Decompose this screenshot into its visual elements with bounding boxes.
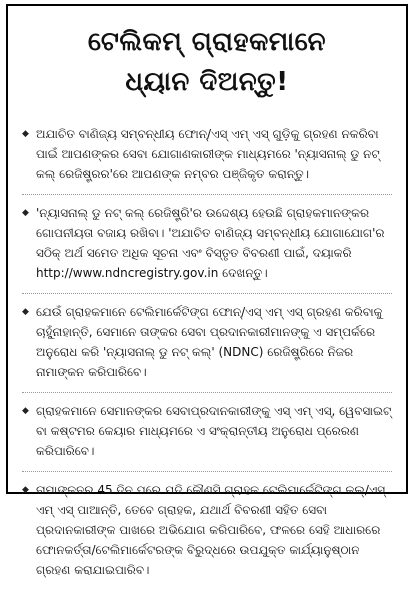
bullet-text: ଅଯାଚିତ ବାଣିଜ୍ୟ ସମ୍ବନ୍ଧୀୟ ଫୋନ୍/ଏସ୍ ଏମ୍ ଏସ୍ ଗୁଡ଼ିକୁ ଗ୍ରହଣ ନକରିବା ପାଇଁ ଆପଣଙ୍କର ସେବା ଯୋଗାଣକାରୀଙ୍କ ମାଧ୍ୟମରେ 'ନ୍ୟାସନାଲ୍ ଡୁ ନଟ୍ କଲ୍ ରେଜିଷ୍ଟ୍ରର'ରେ ଆପଣଙ୍କ ନମ୍ବର ପଞ୍ଜିକୃତ କରାନ୍ତୁ।	[36, 127, 380, 181]
bullet-item-4	[22, 393, 392, 472]
title-line-1: ଟେଲିକମ୍ ଗ୍ରାହକମାନେ	[87, 27, 327, 57]
bullet-item-5	[22, 472, 392, 590]
bullet-item-1	[22, 116, 392, 195]
bullet-list	[8, 116, 406, 590]
bullet-text: 'ନ୍ୟାସନାଲ୍ ଡୁ ନଟ୍ କଲ୍ ରେଜିଷ୍ଟ୍ରି'ର ଉଦ୍ଦେଶ୍ୟ ହେଉଛି ଗ୍ରାହକମାନଙ୍କର ଗୋପନୀୟତା ବଜାୟ ରଖିବା। 'ଅଯାଚିତ ବାଣିଜ୍ୟ ସମ୍ବନ୍ଧୀୟ ଯୋଗାଯୋଗ'ର ସଠିକ୍ ଅର୍ଥ ସମେତ ଅଧିକ ସୂଚନା ଏବଂ ବିସ୍ତୃତ ବିବରଣୀ ପାଇଁ, ଦୟାକରି http://www.ndncregistry.gov.in ଦେଖନ୍ତୁ।	[36, 206, 385, 280]
diamond-bullet-icon: ◆	[22, 406, 29, 416]
bullet-item-3	[22, 294, 392, 393]
diamond-bullet-icon: ◆	[22, 485, 29, 495]
bullet-text: ନାମାଙ୍କନର 45 ଦିନ ପରେ ଯଦି କୌଣସି ଗ୍ରାହକ ଟେଲିମାର୍କେଟିଙ୍ଗ କଲ୍/ଏସ୍ ଏମ୍ ଏସ୍ ପାଆନ୍ତି, ତେବେ ଗ୍ରାହକ, ଯଥାର୍ଥ ବିବରଣୀ ସହିତ ସେବା ପ୍ରଦାନକାରୀଙ୍କ ପାଖରେ ଅଭିଯୋଗ କରିପାରିବେ, ଫଳରେ ସେହି ଆଧାରରେ ଫୋନକର୍ତ୍ତା/ଟେଲିମାର୍କେଟରଙ୍କ ବିରୁଦ୍ଧରେ ଉପଯୁକ୍ତ କାର୍ଯ୍ୟାନୁଷ୍ଠାନ ଗ୍ରହଣ କରାଯାଇପାରିବ।	[36, 483, 386, 577]
diamond-bullet-icon: ◆	[22, 208, 29, 218]
bullet-text: ଗ୍ରାହକମାନେ ସେମାନଙ୍କର ସେବାପ୍ରଦାନକାରୀଙ୍କୁ ଏସ୍ ଏମ୍ ଏସ୍, ୱେବସାଇଟ୍ ବା କଷ୍ଟମର କେୟାର ମାଧ୍ୟମରେ ଏ ସଂକ୍ରାନ୍ତୀୟ ଅନୁରୋଧ ପ୍ରେରଣ କରିପାରିବେ।	[36, 404, 392, 458]
notice-frame	[6, 4, 408, 577]
title-line-2: ଧ୍ୟାନ ଦିଅନ୍ତୁ!	[125, 67, 289, 97]
bullet-text: ଯେଉଁ ଗ୍ରାହକମାନେ ଟେଲିମାର୍କେଟିଙ୍ଗ ଫୋନ୍/ଏସ୍ ଏମ୍ ଏସ୍ ଗ୍ରହଣ କରିବାକୁ ଚାହୁଁନାହାନ୍ତି, ସେମାନେ ତାଙ୍କର ସେବା ପ୍ରଦାନକାରୀମାନଙ୍କୁ ଏ ସମ୍ପର୍କରେ ଅନୁରୋଧ କରି 'ନ୍ୟାସନାଲ୍ ଡୁ ନଟ୍ କଲ୍' (NDNC) ରେଜିଷ୍ଟ୍ରିରେ ନିଜର ନାମାଙ୍କନ କରିପାରିବେ।	[36, 305, 383, 379]
bullet-item-2	[22, 195, 392, 294]
notice-title	[8, 22, 406, 102]
diamond-bullet-icon: ◆	[22, 129, 29, 139]
diamond-bullet-icon: ◆	[22, 307, 29, 317]
